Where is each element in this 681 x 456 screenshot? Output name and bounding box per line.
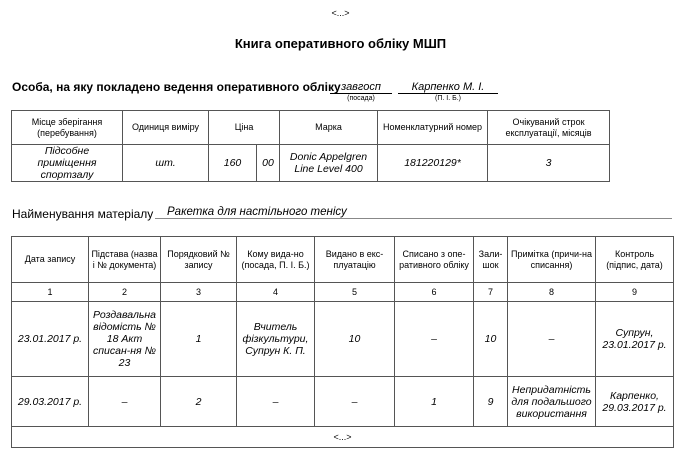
inventory-table [11,110,610,182]
cell-written-off: 1 [395,377,474,427]
column-number: 6 [395,283,474,302]
header-brand: Марка [280,111,378,145]
table-row [12,302,674,377]
ellipsis-bottom: <...> [12,427,674,448]
column-number: 2 [89,283,161,302]
header-unit: Одиниця виміру [123,111,209,145]
cell-balance: 9 [474,377,508,427]
header-control: Контроль (підпис, дата) [596,237,674,283]
cell-control: Карпенко, 29.03.2017 р. [596,377,674,427]
column-number: 4 [237,283,315,302]
header-date: Дата запису [12,237,89,283]
cell-seq: 2 [161,377,237,427]
cell-basis: – [89,377,161,427]
header-issued: Видано в екс-плуатацію [315,237,395,283]
header-place: Місце зберігання (перебування) [12,111,123,145]
column-number: 7 [474,283,508,302]
header-to-whom: Кому вида-но (посада, П. І. Б.) [237,237,315,283]
table-row [12,377,674,427]
cell-unit: шт. [123,145,209,182]
cell-to-whom: Вчитель фізкультури, Супрун К. П. [237,302,315,377]
position-caption: (посада) [347,95,375,102]
header-note: Примітка (причи-на списання) [508,237,596,283]
cell-price-main: 160 [209,145,257,182]
header-written-off: Списано з опе-ративного обліку [395,237,474,283]
cell-note: Непридатність для подальшого використання [508,377,596,427]
cell-date: 29.03.2017 р. [12,377,89,427]
cell-control: Супрун, 23.01.2017 р. [596,302,674,377]
position-value: завгосп [330,81,392,94]
name-caption: (П. І. Б.) [435,95,461,102]
responsible-label: Особа, на яку покладено ведення оперативного обліку [12,80,341,94]
cell-balance: 10 [474,302,508,377]
cell-number: 181220129* [378,145,488,182]
cell-date: 23.01.2017 р. [12,302,89,377]
operations-table [11,236,674,448]
column-number: 3 [161,283,237,302]
cell-written-off: – [395,302,474,377]
page-title: Книга оперативного обліку МШП [234,36,447,51]
header-price: Ціна [209,111,280,145]
cell-place: Підсобне приміщення спортзалу [12,145,123,182]
column-number: 9 [596,283,674,302]
cell-note: – [508,302,596,377]
cell-issued: – [315,377,395,427]
material-label: Найменування матеріалу [12,207,154,221]
column-number: 1 [12,283,89,302]
ellipsis-top: <...> [331,8,350,18]
header-balance: Зали-шок [474,237,508,283]
name-value: Карпенко М. І. [398,81,498,94]
cell-issued: 10 [315,302,395,377]
material-value: Ракетка для настільного тенісу [155,206,672,219]
header-basis: Підстава (назва і № документа) [89,237,161,283]
cell-seq: 1 [161,302,237,377]
column-number: 8 [508,283,596,302]
cell-price-cents: 00 [257,145,280,182]
column-number: 5 [315,283,395,302]
cell-to-whom: – [237,377,315,427]
header-number: Номенклатурний номер [378,111,488,145]
cell-basis: Роздавальна відомість № 18 Акт списан-ня № 23 [89,302,161,377]
cell-brand: Donic Appelgren Line Level 400 [280,145,378,182]
cell-term: 3 [488,145,610,182]
header-seq: Порядковий № запису [161,237,237,283]
header-term: Очікуваний строк експлуатації, місяців [488,111,610,145]
